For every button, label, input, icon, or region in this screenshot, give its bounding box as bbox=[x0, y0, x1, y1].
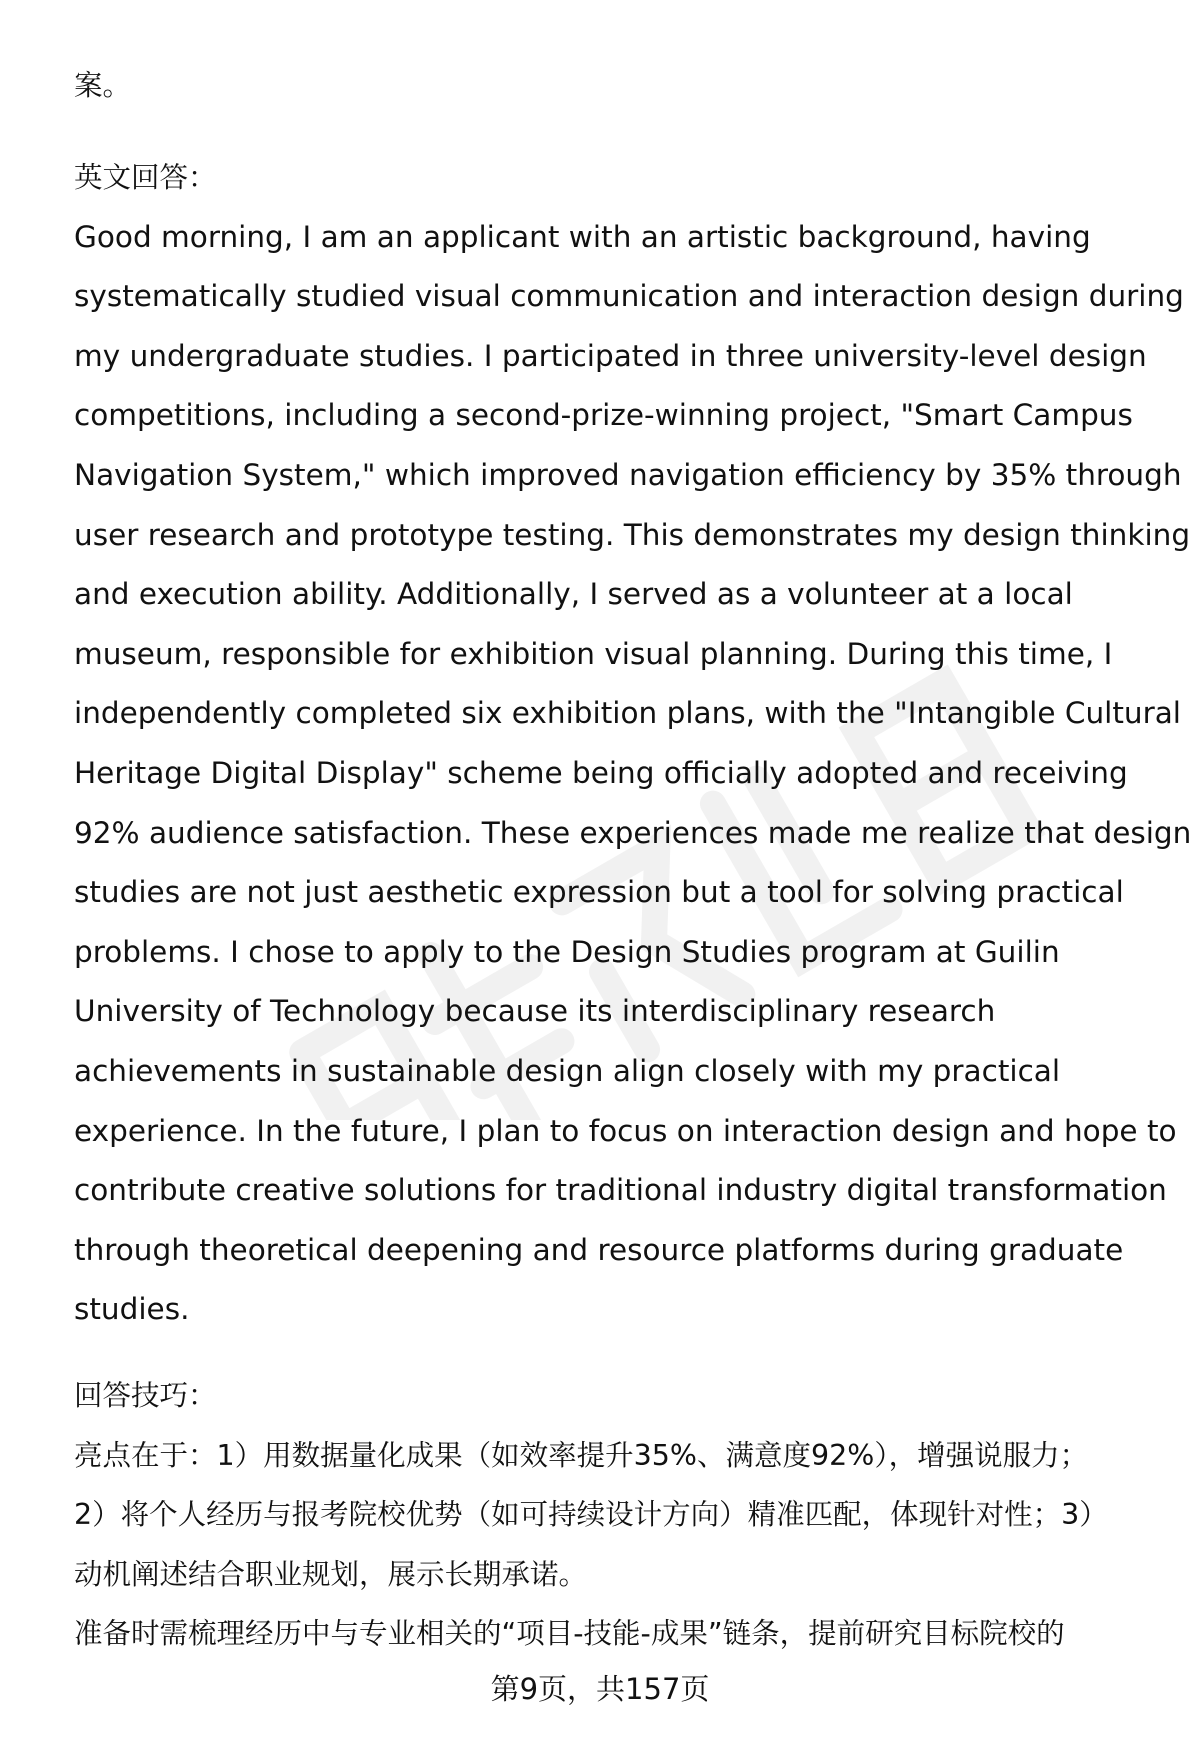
text-line: studies are not just aesthetic expression but a tool for solving practical bbox=[74, 875, 1124, 910]
text-line: user research and prototype testing. This demonstrates my design thinking bbox=[74, 517, 1191, 552]
text-line: competitions, including a second-prize-winning project, "Smart Campus bbox=[74, 398, 1133, 433]
text-line: experience. In the future, I plan to focus on interaction design and hope to bbox=[74, 1113, 1177, 1148]
text-line: and execution ability. Additionally, I served as a volunteer at a local bbox=[74, 577, 1073, 612]
text-line: systematically studied visual communication and interaction design during bbox=[74, 279, 1184, 314]
text-line: 准备时需梳理经历中与专业相关的“项目-技能-成果”链条，提前研究目标院校的 bbox=[74, 1617, 1065, 1651]
top-fragment bbox=[74, 56, 1134, 116]
text-line: Navigation System," which improved navigation efficiency by 35% through bbox=[74, 457, 1182, 492]
page-number-footer: 第9页，共157页 bbox=[490, 1672, 710, 1706]
answer-tips-heading: 回答技巧： bbox=[74, 1379, 217, 1412]
text-line: 案。 bbox=[74, 69, 132, 102]
text-line: Good morning, I am an applicant with an artistic background, having bbox=[74, 219, 1091, 254]
text-line: 亮点在于：1）用数据量化成果（如效率提升35%、满意度92%），增强说服力； bbox=[74, 1438, 1089, 1472]
text-line: 92% audience satisfaction. These experiences made me realize that design bbox=[74, 815, 1192, 850]
english-answer-heading: 英文回答： bbox=[74, 161, 217, 194]
answer-tips-section bbox=[74, 1366, 1134, 1664]
text-line: museum, responsible for exhibition visual planning. During this time, I bbox=[74, 636, 1113, 671]
text-line: University of Technology because its interdisciplinary research bbox=[74, 994, 996, 1029]
text-line: Heritage Digital Display" scheme being officially adopted and receiving bbox=[74, 755, 1128, 790]
text-line: achievements in sustainable design align closely with my practical bbox=[74, 1053, 1061, 1088]
text-line: independently completed six exhibition plans, with the "Intangible Cultural bbox=[74, 696, 1181, 731]
text-line: studies. bbox=[74, 1292, 190, 1327]
text-line: through theoretical deepening and resource platforms during graduate bbox=[74, 1232, 1124, 1267]
text-line: my undergraduate studies. I participated in three university-level design bbox=[74, 338, 1147, 373]
english-answer-section bbox=[74, 148, 1192, 1340]
text-line: contribute creative solutions for traditional industry digital transformation bbox=[74, 1173, 1167, 1208]
text-line: 2）将个人经历与报考院校优势（如可持续设计方向）精准匹配，体现针对性；3） bbox=[74, 1498, 1108, 1532]
text-line: 动机阐述结合职业规划，展示长期承诺。 bbox=[74, 1557, 588, 1591]
text-line: problems. I chose to apply to the Design Studies program at Guilin bbox=[74, 934, 1060, 969]
